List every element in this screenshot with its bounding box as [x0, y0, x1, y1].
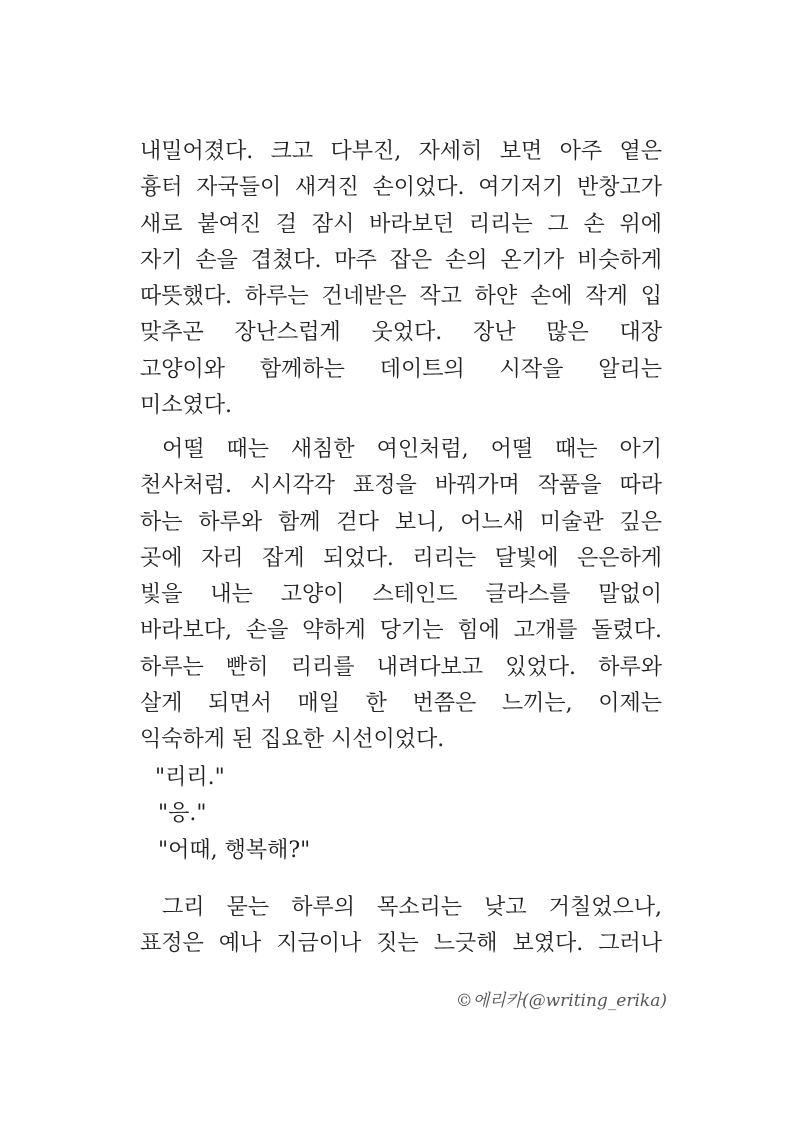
paragraph-2: [140, 432, 662, 759]
dialogue-line: "리리.": [155, 765, 225, 790]
text-line: 흉터 자국들이 새겨진 손이었다. 여기저기 반창고가: [140, 175, 662, 201]
text-line: 어떨 때는 새침한 여인처럼, 어떨 때는 아기: [162, 437, 662, 462]
text-line: 천사처럼. 시시각각 표정을 바꿔가며 작품을 따라: [140, 473, 662, 499]
dialogue-block: [155, 760, 635, 869]
text-line: 따뜻했다. 하루는 건네받은 작고 하얀 손에 작게 입: [140, 284, 662, 310]
copyright-watermark: ©에리카(@writing_erika): [455, 991, 667, 1011]
text-line: 표정은 예나 지금이나 짓는 느긋해 보였다. 그러나: [140, 931, 662, 957]
text-line: 빛을 내는 고양이 스테인드 글라스를 말없이: [140, 582, 662, 608]
text-line: 그리 묻는 하루의 목소리는 낮고 거칠었으나,: [162, 895, 662, 920]
paragraph-1: [140, 134, 662, 424]
text-line: 곳에 자리 잡게 되었다. 리리는 달빛에 은은하게: [140, 545, 662, 571]
text-line: 익숙하게 된 집요한 시선이었다.: [140, 727, 445, 753]
dialogue-line: "어때, 행복해?": [158, 837, 311, 863]
text-line: 맞추곤 장난스럽게 웃었다. 장난 많은 대장: [140, 320, 662, 346]
text-line: 고양이와 함께하는 데이트의 시작을 알리는: [140, 356, 662, 382]
dialogue-line: "응.": [158, 801, 207, 827]
paragraph-3: [140, 890, 662, 963]
text-line: 하는 하루와 함께 걷다 보니, 어느새 미술관 깊은: [140, 509, 662, 535]
text-line: 내밀어졌다. 크고 다부진, 자세히 보면 아주 옅은: [140, 139, 662, 164]
text-line: 살게 되면서 매일 한 번쯤은 느끼는, 이제는: [140, 691, 662, 717]
text-line: 하루는 빤히 리리를 내려다보고 있었다. 하루와: [140, 654, 662, 680]
text-line: 새로 붙여진 걸 잠시 바라보던 리리는 그 손 위에: [140, 211, 662, 237]
text-line: 바라보다, 손을 약하게 당기는 힘에 고개를 돌렸다.: [140, 618, 662, 644]
text-line: 자기 손을 겹쳤다. 마주 잡은 손의 온기가 비슷하게: [140, 247, 662, 273]
text-line: 미소였다.: [140, 393, 233, 419]
